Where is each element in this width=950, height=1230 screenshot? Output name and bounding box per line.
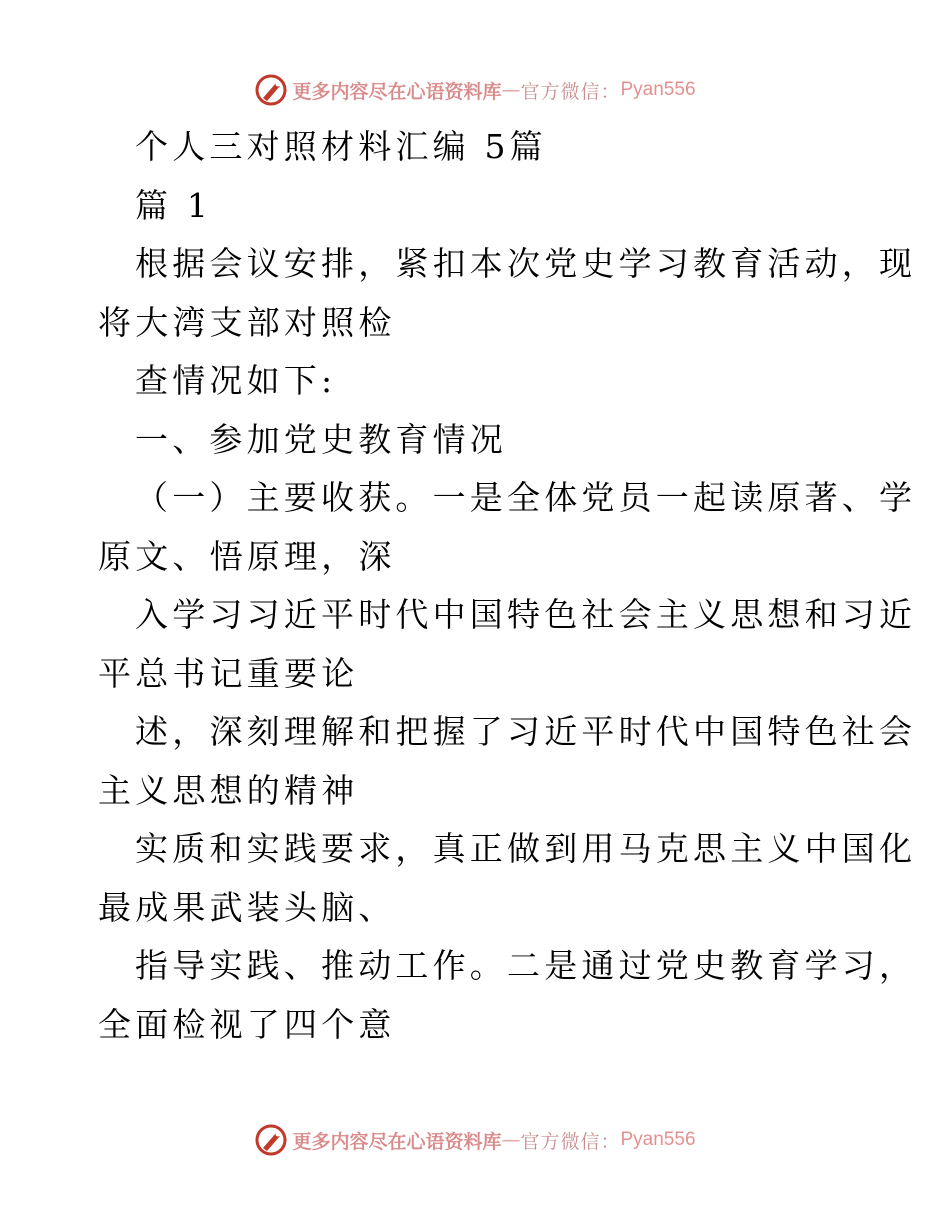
section-heading: 篇 1 [135,185,213,225]
body-line: 述，深刻理解和把握了习近平时代中国特色社会 [135,712,917,751]
body-line: 入学习习近平时代中国特色社会主义思想和习近 [135,595,917,634]
banner-wechat-id: Pyan556 [620,79,696,100]
banner-dash: — [501,79,521,101]
body-line: 最成果武装头脑、 [98,887,396,927]
body-line: 指导实践、推动工作。二是通过党史教育学习， [135,946,917,985]
body-line: 根据会议安排，紧扣本次党史学习教育活动，现 [135,244,917,283]
pen-logo-icon [254,1123,288,1157]
footer-banner [0,1120,950,1160]
pen-logo-icon [254,73,288,107]
body-line: （一）主要收获。一是全体党员一起读原著、学 [135,478,917,517]
banner-wechat-id: Pyan556 [620,1129,696,1150]
body-line: 全面检视了四个意 [98,1004,396,1044]
body-line: 查情况如下: [135,361,337,400]
body-line: 平总书记重要论 [98,653,359,693]
header-banner [0,70,950,110]
body-line: 原文、悟原理，深 [98,536,396,576]
body-line: 将大湾支部对照检 [98,302,396,342]
subsection-heading: 一、参加党史教育情况 [135,419,507,459]
banner-wechat-label: 官方微信： [520,80,621,103]
document-body [98,118,917,1054]
document-title: 个人三对照材料汇编 5篇 [135,127,547,166]
banner-main-text: 更多内容尽在心语资料库 [292,1130,502,1153]
banner-wechat-label: 官方微信： [520,1130,621,1153]
banner-main-text: 更多内容尽在心语资料库 [292,80,502,103]
body-line: 实质和实践要求，真正做到用马克思主义中国化 [135,829,917,868]
banner-dash: — [501,1129,521,1151]
body-line: 主义思想的精神 [98,770,359,810]
